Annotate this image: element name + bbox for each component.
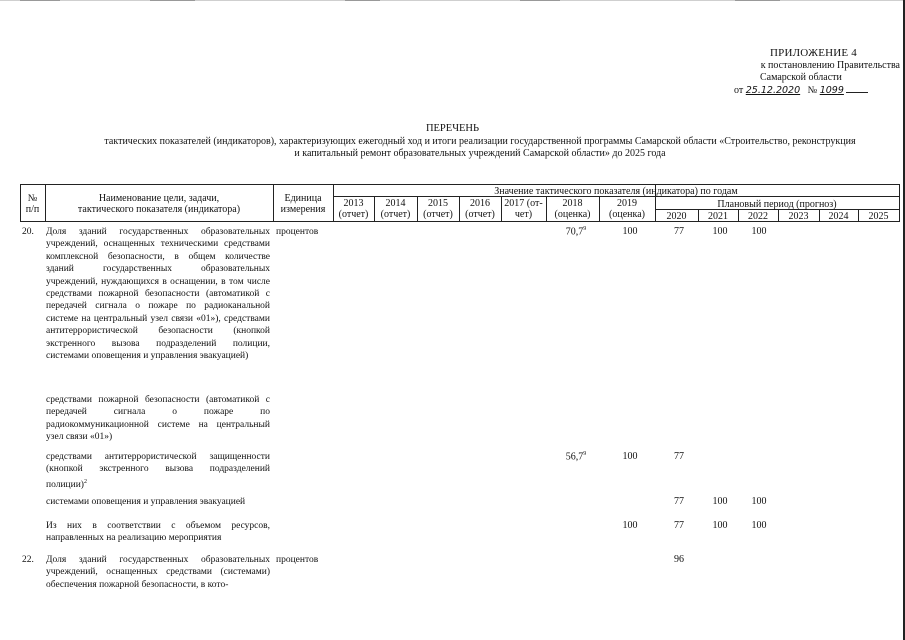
header-year-label: 2016	[470, 198, 490, 209]
header-year-label: 2019	[617, 198, 637, 209]
row-antiterror-2019: 100	[622, 451, 638, 462]
document-title: ПЕРЕЧЕНЬ	[425, 123, 480, 134]
row-20-2020: 77	[674, 226, 684, 237]
header-year-5	[546, 198, 599, 220]
appendix-line1: к постановлению Правительства	[760, 59, 900, 71]
row-evac-2020: 77	[674, 496, 684, 507]
row-20-unit: процентов	[276, 227, 319, 237]
date-prefix: от	[734, 84, 744, 96]
row-antiterror-name: средствами антитеррористической защищенности (кнопкой экстренного вызова подразделений полиции)$^2$	[46, 452, 270, 490]
row-20-num: 20.	[22, 227, 34, 237]
row-20-2018: 70,7$^9$	[565, 226, 587, 238]
header-plan-year-0: 2020	[666, 211, 687, 222]
header-plan-year-2: 2022	[748, 211, 768, 222]
header-name: Наименование цели, задачи, тактического показателя (индикатора)	[77, 193, 241, 215]
row-resources-2019: 100	[622, 520, 638, 531]
row-antiterror-2020: 77	[674, 451, 684, 462]
header-year-label: 2015	[428, 198, 448, 209]
appendix-signature-line	[730, 85, 900, 98]
header-unit: Единица измерения	[280, 193, 326, 215]
date-handwritten: 25.12.2020	[745, 84, 801, 96]
row-22-2020: 96	[674, 554, 684, 565]
appendix-title: ПРИЛОЖЕНИЕ 4	[770, 47, 857, 59]
header-year-1	[374, 198, 417, 220]
header-value-group: Значение тактического показателя (индикатора) по годам	[494, 186, 738, 197]
header-year-label: 2014	[385, 198, 406, 209]
header-col-line	[899, 184, 900, 221]
row-resources-name: Из них в соответствии с объемом ресурсов, направленных на реализацию мероприятия	[46, 521, 270, 544]
header-year-2	[417, 198, 459, 220]
header-year-note: (отчет)	[380, 209, 411, 220]
table-top-border	[20, 184, 900, 185]
number-prefix: №	[807, 84, 818, 96]
row-evac-2021: 100	[712, 496, 728, 507]
header-plan-year-3: 2023	[788, 211, 809, 222]
row-resources-2022: 100	[751, 520, 767, 531]
header-plan-year-4: 2024	[828, 211, 849, 222]
header-year-label: 2017 (от-	[504, 198, 543, 209]
document-subtitle	[55, 136, 905, 160]
header-num: № п/п	[25, 193, 40, 215]
header-year-note: чет)	[514, 209, 533, 220]
appendix-block	[730, 47, 900, 97]
subtitle-line-2: и капитальный ремонт образовательных учреждений Самарской области» до 2025 года	[294, 148, 666, 159]
row-resources-2020: 77	[674, 520, 684, 531]
scan-mark	[345, 0, 380, 1]
header-year-6	[599, 198, 655, 220]
header-plan-year-1: 2021	[708, 211, 728, 222]
subtitle-line-1: тактических показателей (индикаторов), характеризующих ежегодный ход и итоги реализации государственной программы Самарской области «Строительство, реконструкция	[104, 136, 856, 147]
scan-mark	[20, 0, 60, 1]
appendix-line2: Самарской области	[760, 72, 842, 83]
header-year-3	[459, 198, 501, 220]
row-20-2022: 100	[751, 226, 767, 237]
header-year-label: 2018	[562, 198, 583, 209]
scan-mark	[520, 0, 560, 1]
row-evac-2022: 100	[751, 496, 767, 507]
row-22-num: 22.	[22, 555, 34, 565]
scan-mark	[150, 0, 195, 1]
row-antiterror-2018: 56,7$^9$	[565, 451, 587, 463]
row-22-name: Доля зданий государственных образовательных учреждений, оснащенных средствами (системами) обеспечения пожарной безопасности, в кото-	[46, 555, 270, 590]
row-20-2021: 100	[712, 226, 728, 237]
header-year-0	[333, 198, 374, 220]
scan-mark	[735, 0, 780, 1]
header-year-note: (оценка)	[554, 209, 591, 220]
row-fire-name: средствами пожарной безопасности (автоматикой с передачей сигнала о пожаре по радиокоммуникационной системе на центральный узел связи «01»)	[46, 395, 270, 443]
header-year-note: (оценка)	[609, 209, 645, 220]
header-year-note: (отчет)	[423, 209, 453, 220]
row-resources-2021: 100	[712, 520, 728, 531]
row-evac-name: системами оповещения и управления эвакуацией	[46, 497, 246, 507]
header-plan-year-5: 2025	[868, 211, 889, 222]
row-22-unit: процентов	[276, 555, 319, 565]
header-plan-group: Плановый период (прогноз)	[717, 199, 837, 210]
row-20-2019: 100	[622, 226, 638, 237]
header-year-4	[501, 198, 546, 220]
header-year-label: 2013	[343, 198, 364, 209]
header-year-note: (отчет)	[465, 209, 495, 220]
number-handwritten: 1099	[819, 84, 844, 96]
header-year-note: (отчет)	[338, 209, 369, 220]
row-20-name: Доля зданий государственных образовательных учреждений, оснащенных техническими средствами комплексной безопасности, в общем количестве зданий государственных образовательных учреждений, нуждающихся в оснащении, в том числе средствами пожарной безопасности (автоматикой с передачей сигнала о пожаре по радиоканальной системе на центральный узел связи «01»), средствами антитеррористической безопасности (кнопкой экстренного вызова подразделений полиции, системами оповещения и управления эвакуацией)	[46, 227, 270, 362]
